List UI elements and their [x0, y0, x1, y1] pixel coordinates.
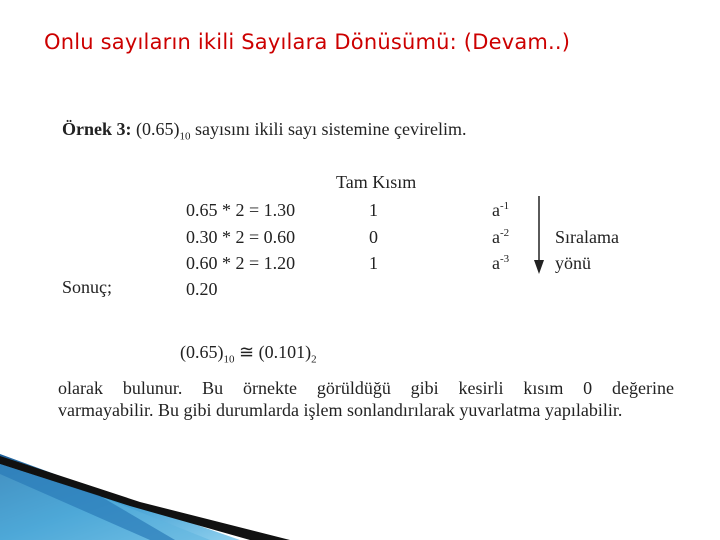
bit-row-3: 1 — [369, 253, 378, 273]
result-lhs: (0.65) — [180, 342, 224, 362]
calc-row-1: 0.65 * 2 = 1.30 — [186, 200, 296, 220]
calc-row-2: 0.30 * 2 = 0.60 — [186, 227, 296, 247]
order-label-2: yönü — [555, 253, 591, 273]
order-label-1: Sıralama — [555, 227, 619, 247]
down-arrow-icon — [532, 196, 546, 276]
table-header: Tam Kısım — [336, 172, 417, 192]
approx-symbol: ≅ — [239, 342, 255, 362]
result-rhs-base: 2 — [311, 353, 317, 366]
power-exp: -2 — [500, 227, 510, 239]
remainder: 0.20 — [186, 279, 218, 299]
example-number: (0.65) — [136, 119, 180, 139]
power-base: a — [492, 253, 500, 273]
power-exp: -3 — [500, 253, 510, 265]
paragraph-line-1: olarak bulunur. Bu örnekte görüldüğü gibi kesirli kısım 0 değerine — [58, 378, 674, 398]
result-lhs-base: 10 — [223, 353, 235, 366]
power-row-2 — [492, 227, 509, 247]
power-row-1 — [492, 200, 509, 220]
corner-decoration — [0, 440, 720, 540]
result-rhs: (0.101) — [258, 342, 312, 362]
power-base: a — [492, 227, 500, 247]
paragraph-line-2: varmayabilir. Bu gibi durumlarda işlem sonlandırılarak yuvarlatma yapılabilir. — [58, 400, 623, 420]
example-statement — [62, 119, 467, 143]
power-row-3 — [492, 253, 509, 273]
result-label: Sonuç; — [62, 277, 113, 297]
slide-title: Onlu sayıların ikili Sayılara Dönüsümü: (Devam..) — [44, 30, 571, 54]
bit-row-1: 1 — [369, 200, 378, 220]
calc-row-3: 0.60 * 2 = 1.20 — [186, 253, 296, 273]
power-exp: -1 — [500, 200, 510, 212]
example-text: sayısını ikili sayı sistemine çevirelim. — [195, 119, 467, 139]
result-formula — [180, 342, 317, 366]
example-label: Örnek 3: — [62, 119, 132, 139]
example-base: 10 — [179, 130, 191, 143]
bit-row-2: 0 — [369, 227, 378, 247]
conclusion-paragraph — [58, 377, 674, 421]
power-base: a — [492, 200, 500, 220]
